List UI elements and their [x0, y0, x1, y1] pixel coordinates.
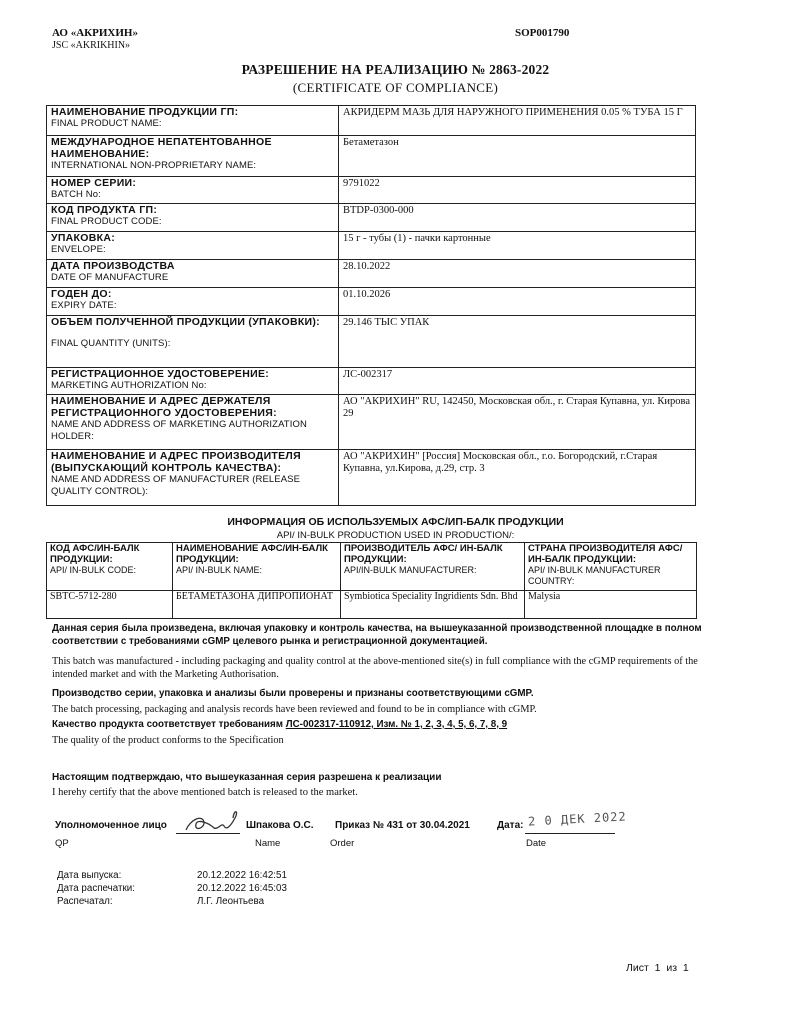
qualified-person-label: Уполномоченное лицо	[55, 820, 167, 831]
certification-en: I herehy certify that the above mentioned batch is released to the market.	[52, 787, 358, 798]
api-manufacturer: Symbiotica Speciality Ingridients Sdn. Bhd	[341, 591, 525, 619]
field-row-holder	[47, 395, 696, 450]
api-country: Malysia	[525, 591, 697, 619]
field-value: 29.146 ТЫС УПАК	[339, 316, 696, 368]
qp-caption: QP	[55, 838, 69, 849]
api-header-ru: ПРОИЗВОДИТЕЛЬ АФС/ ИН-БАЛК ПРОДУКЦИИ:	[344, 543, 503, 565]
field-value: BTDP-0300-000	[339, 204, 696, 232]
company-name-en: JSC «AKRIKHIN»	[52, 40, 131, 51]
name-caption: Name	[255, 838, 281, 849]
field-label-ru: НОМЕР СЕРИИ:	[51, 177, 137, 189]
certificate-subtitle: (CERTIFICATE OF COMPLIANCE)	[292, 80, 499, 95]
field-value: АО "АКРИХИН" RU, 142450, Московская обл., г. Старая Купавна, ул. Кирова 29	[339, 395, 696, 450]
api-data-row	[47, 591, 697, 619]
api-code: SBTC-5712-280	[47, 591, 173, 619]
field-label-ru: КОД ПРОДУКТА ГП:	[51, 204, 158, 216]
print-date-value: 20.12.2022 16:45:03	[197, 883, 287, 894]
order-reference: Приказ № 431 от 30.04.2021	[335, 820, 470, 831]
api-header-en: API/IN-BULK MANUFACTURER:	[344, 565, 477, 575]
specification-reference: ЛС-002317-110912, Изм. № 1, 2, 3, 4, 5, 6, 7, 8, 9	[285, 719, 508, 730]
field-label-ru: ГОДЕН ДО:	[51, 288, 112, 300]
date-line	[525, 833, 615, 834]
field-value: ЛС-002317	[339, 368, 696, 395]
api-header-ru: КОД АФС/ИН-БАЛК ПРОДУКЦИИ:	[50, 543, 140, 565]
field-label-ru: ДАТА ПРОИЗВОДСТВА	[51, 260, 175, 272]
field-value: 01.10.2026	[339, 288, 696, 316]
product-info-table	[46, 105, 696, 506]
field-value: 15 г - тубы (1) - пачки картонные	[339, 232, 696, 260]
field-value: Бетаметазон	[339, 136, 696, 177]
field-value: АКРИДЕРМ МАЗЬ ДЛЯ НАРУЖНОГО ПРИМЕНЕНИЯ 0.05 % ТУБА 15 Г	[339, 106, 696, 136]
company-name-ru: АО «АКРИХИН»	[52, 27, 138, 39]
date-caption: Date	[526, 838, 547, 849]
print-date-label: Дата распечатки:	[57, 883, 135, 894]
issue-date-value: 20.12.2022 16:42:51	[197, 870, 287, 881]
field-label-ru: УПАКОВКА:	[51, 232, 116, 244]
field-label-en: FINAL PRODUCT CODE:	[51, 216, 162, 227]
field-label-en: ENVELOPE:	[51, 244, 106, 255]
api-header-ru: СТРАНА ПРОИЗВОДИТЕЛЯ АФС/ИН-БАЛК ПРОДУКЦИИ:	[528, 543, 683, 565]
statement-1-en: This batch was manufactured - including packaging and quality control at the above-mentioned site(s) in full compliance with the cGMP requirements of the intended market and with the Marketing Authorisation.	[52, 656, 698, 680]
field-row-expiry-date	[47, 288, 696, 316]
field-label-ru: МЕЖДУНАРОДНОЕ НЕПАТЕНТОВАННОЕ НАИМЕНОВАНИЕ:	[51, 136, 272, 160]
field-label-ru: НАИМЕНОВАНИЕ ПРОДУКЦИИ ГП:	[51, 106, 239, 118]
api-header-row	[47, 543, 697, 591]
handwritten-signature-icon	[180, 802, 250, 838]
field-row-product-code	[47, 204, 696, 232]
field-label-en: NAME AND ADDRESS OF MARKETING AUTHORIZATION HOLDER:	[51, 419, 307, 442]
printed-by-value: Л.Г. Леонтьева	[197, 896, 265, 907]
statement-3-en: The quality of the product conforms to the Specification	[52, 735, 284, 746]
field-label-ru: НАИМЕНОВАНИЕ И АДРЕС ПРОИЗВОДИТЕЛЯ (ВЫПУСКАЮЩИЙ КОНТРОЛЬ КАЧЕСТВА):	[51, 450, 301, 474]
field-label-en: MARKETING AUTHORIZATION No:	[51, 380, 207, 391]
page-number: Лист 1 из 1	[626, 962, 689, 974]
issue-date-label: Дата выпуска:	[57, 870, 122, 881]
field-label-ru: РЕГИСТРАЦИОННОЕ УДОСТОВЕРЕНИЕ:	[51, 368, 270, 380]
field-row-manufacture-date	[47, 260, 696, 288]
field-label-ru: НАИМЕНОВАНИЕ И АДРЕС ДЕРЖАТЕЛЯ РЕГИСТРАЦИОННОГО УДОСТОВЕРЕНИЯ:	[51, 395, 277, 419]
field-value: 28.10.2022	[339, 260, 696, 288]
api-header-en: API/ IN-BULK CODE:	[50, 565, 137, 575]
field-label-en: FINAL PRODUCT NAME:	[51, 118, 162, 129]
document-code: SOP001790	[515, 27, 570, 39]
field-label-en: BATCH No:	[51, 189, 101, 200]
api-section-subtitle: API/ IN-BULK PRODUCTION USED IN PRODUCTION/:	[276, 530, 515, 541]
statement-3-ru	[52, 718, 702, 731]
certification-ru: Настоящим подтверждаю, что вышеуказанная серия разрешена к реализации	[52, 772, 442, 783]
statement-3-prefix: Качество продукта соответствует требованиям	[52, 719, 283, 730]
certificate-title: РАЗРЕШЕНИЕ НА РЕАЛИЗАЦИЮ № 2863-2022	[241, 62, 550, 77]
api-header-en: API/ IN-BULK MANUFACTURER COUNTRY:	[528, 565, 661, 586]
date-stamp: 2 0 ДЕК 2022	[527, 809, 628, 829]
api-section-title: ИНФОРМАЦИЯ ОБ ИСПОЛЬЗУЕМЫХ АФС/ИП-БАЛК ПРОДУКЦИИ	[227, 516, 564, 528]
api-name: БЕТАМЕТАЗОНА ДИПРОПИОНАТ	[173, 591, 341, 619]
field-label-en: NAME AND ADDRESS OF MANUFACTURER (RELEASE QUALITY CONTROL):	[51, 474, 301, 497]
field-label-en: EXPIRY DATE:	[51, 300, 117, 311]
signer-name: Шпакова О.С.	[246, 820, 314, 831]
field-row-envelope	[47, 232, 696, 260]
field-row-batch	[47, 177, 696, 204]
api-header-en: API/ IN-BULK NAME:	[176, 565, 263, 575]
field-label-ru: ОБЪЕМ ПОЛУЧЕННОЙ ПРОДУКЦИИ (УПАКОВКИ):	[51, 316, 320, 328]
statement-1-ru: Данная серия была произведена, включая упаковку и контроль качества, на вышеуказанной производственной площадке в полном соответствии с требованиями cGMP целевого рынка и регистрационной документацией.	[52, 623, 702, 647]
field-row-inn	[47, 136, 696, 177]
field-label-en: FINAL QUANTITY (UNITS):	[51, 338, 171, 349]
field-value: 9791022	[339, 177, 696, 204]
field-value: АО "АКРИХИН" [Россия] Московская обл., г.о. Богородский, г.Старая Купавна, ул.Кирова, д.29, стр. 3	[339, 450, 696, 506]
date-label: Дата:	[497, 820, 524, 831]
statement-2-en: The batch processing, packaging and analysis records have been reviewed and found to be in compliance with cGMP.	[52, 704, 537, 715]
api-table	[46, 542, 697, 619]
api-header-ru: НАИМЕНОВАНИЕ АФС/ИН-БАЛК ПРОДУКЦИИ:	[176, 543, 328, 565]
field-row-authorization	[47, 368, 696, 395]
field-row-quantity	[47, 316, 696, 368]
statement-2-ru: Производство серии, упаковка и анализы были проверены и признаны соответствующими cGMP.	[52, 688, 534, 699]
field-label-en: DATE OF MANUFACTURE	[51, 272, 169, 283]
field-row-product-name	[47, 106, 696, 136]
field-label-en: INTERNATIONAL NON-PROPRIETARY NAME:	[51, 160, 257, 171]
printed-by-label: Распечатал:	[57, 896, 113, 907]
order-caption: Order	[330, 838, 355, 849]
field-row-manufacturer	[47, 450, 696, 506]
